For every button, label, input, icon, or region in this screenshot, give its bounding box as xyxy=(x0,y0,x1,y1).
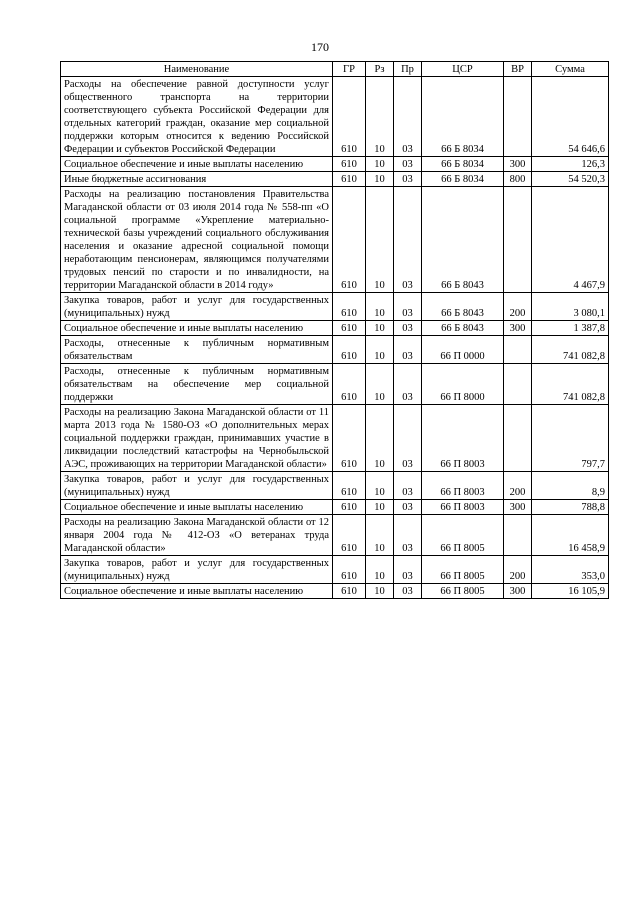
cell-gr: 610 xyxy=(333,405,366,472)
page-number: 170 xyxy=(311,40,329,54)
cell-rz: 10 xyxy=(366,472,394,500)
cell-csr: 66 Б 8043 xyxy=(422,321,504,336)
cell-sum: 4 467,9 xyxy=(532,187,609,293)
table-row xyxy=(61,321,609,336)
cell-csr: 66 Б 8043 xyxy=(422,293,504,321)
cell-rz: 10 xyxy=(366,515,394,556)
cell-csr: 66 Б 8034 xyxy=(422,157,504,172)
cell-sum: 54 646,6 xyxy=(532,77,609,157)
table-row xyxy=(61,336,609,364)
cell-name: Социальное обеспечение и иные выплаты населению xyxy=(61,157,333,172)
cell-sum: 16 105,9 xyxy=(532,584,609,599)
table-row xyxy=(61,187,609,293)
header-sum: Сумма xyxy=(532,62,609,77)
table-row xyxy=(61,556,609,584)
cell-rz: 10 xyxy=(366,172,394,187)
cell-vr: 300 xyxy=(504,321,532,336)
header-gr: ГР xyxy=(333,62,366,77)
cell-rz: 10 xyxy=(366,321,394,336)
cell-pr: 03 xyxy=(394,293,422,321)
cell-csr: 66 Б 8034 xyxy=(422,77,504,157)
table-row xyxy=(61,157,609,172)
cell-rz: 10 xyxy=(366,187,394,293)
cell-rz: 10 xyxy=(366,364,394,405)
header-csr: ЦСР xyxy=(422,62,504,77)
cell-sum: 788,8 xyxy=(532,500,609,515)
cell-vr: 800 xyxy=(504,172,532,187)
cell-csr: 66 П 8003 xyxy=(422,500,504,515)
cell-name: Расходы, отнесенные к публичным нормативным обязательствам на обеспечение мер социальной поддержки xyxy=(61,364,333,405)
cell-vr xyxy=(504,77,532,157)
cell-vr xyxy=(504,364,532,405)
cell-sum: 353,0 xyxy=(532,556,609,584)
cell-pr: 03 xyxy=(394,515,422,556)
cell-sum: 797,7 xyxy=(532,405,609,472)
cell-rz: 10 xyxy=(366,336,394,364)
cell-gr: 610 xyxy=(333,187,366,293)
cell-gr: 610 xyxy=(333,364,366,405)
cell-gr: 610 xyxy=(333,293,366,321)
cell-vr: 300 xyxy=(504,584,532,599)
cell-pr: 03 xyxy=(394,172,422,187)
table-row xyxy=(61,293,609,321)
cell-vr: 200 xyxy=(504,556,532,584)
header-vr: ВР xyxy=(504,62,532,77)
header-name: Наименование xyxy=(61,62,333,77)
cell-csr: 66 П 0000 xyxy=(422,336,504,364)
cell-sum: 8,9 xyxy=(532,472,609,500)
cell-name: Расходы на реализацию Закона Магаданской области от 12 января 2004 года № 412-ОЗ «О ветеранах труда Магаданской области» xyxy=(61,515,333,556)
header-rz: Рз xyxy=(366,62,394,77)
cell-vr xyxy=(504,187,532,293)
table-row xyxy=(61,172,609,187)
cell-vr xyxy=(504,405,532,472)
cell-pr: 03 xyxy=(394,77,422,157)
cell-name: Закупка товаров, работ и услуг для государственных (муниципальных) нужд xyxy=(61,556,333,584)
cell-vr: 200 xyxy=(504,472,532,500)
cell-vr: 200 xyxy=(504,293,532,321)
cell-pr: 03 xyxy=(394,321,422,336)
cell-csr: 66 П 8003 xyxy=(422,472,504,500)
cell-sum: 741 082,8 xyxy=(532,364,609,405)
cell-gr: 610 xyxy=(333,584,366,599)
cell-pr: 03 xyxy=(394,500,422,515)
cell-csr: 66 П 8000 xyxy=(422,364,504,405)
cell-sum: 126,3 xyxy=(532,157,609,172)
cell-csr: 66 П 8005 xyxy=(422,515,504,556)
cell-rz: 10 xyxy=(366,293,394,321)
cell-name: Расходы на обеспечение равной доступности услуг общественного транспорта на территории соответствующего субъекта Российской Федерации для отдельных категорий граждан, оказание мер социальной поддержки которым относится к ведению Российской Федерации и субъектов Российской Федерации xyxy=(61,77,333,157)
cell-pr: 03 xyxy=(394,157,422,172)
cell-csr: 66 Б 8034 xyxy=(422,172,504,187)
cell-sum: 54 520,3 xyxy=(532,172,609,187)
cell-rz: 10 xyxy=(366,500,394,515)
cell-rz: 10 xyxy=(366,157,394,172)
cell-vr: 300 xyxy=(504,500,532,515)
cell-vr: 300 xyxy=(504,157,532,172)
table-row xyxy=(61,77,609,157)
cell-gr: 610 xyxy=(333,472,366,500)
cell-pr: 03 xyxy=(394,556,422,584)
cell-pr: 03 xyxy=(394,405,422,472)
cell-vr xyxy=(504,515,532,556)
cell-pr: 03 xyxy=(394,584,422,599)
header-pr: Пр xyxy=(394,62,422,77)
cell-gr: 610 xyxy=(333,157,366,172)
cell-pr: 03 xyxy=(394,364,422,405)
cell-gr: 610 xyxy=(333,336,366,364)
cell-name: Закупка товаров, работ и услуг для государственных (муниципальных) нужд xyxy=(61,472,333,500)
cell-name: Иные бюджетные ассигнования xyxy=(61,172,333,187)
table-row xyxy=(61,584,609,599)
table-row xyxy=(61,515,609,556)
cell-sum: 16 458,9 xyxy=(532,515,609,556)
cell-csr: 66 П 8003 xyxy=(422,405,504,472)
table-row xyxy=(61,364,609,405)
cell-name: Расходы на реализацию Закона Магаданской области от 11 марта 2013 года № 1580-ОЗ «О дополнительных мерах социальной поддержки граждан, принимавших участие в ликвидации последствий катастрофы на Чернобыльской АЭС, проживающих на территории Магаданской области» xyxy=(61,405,333,472)
table-header-row xyxy=(61,62,609,77)
cell-rz: 10 xyxy=(366,584,394,599)
cell-name: Расходы на реализацию постановления Правительства Магаданской области от 03 июля 2014 года № 558-пп «О социальной программе «Укрепление материально-технической базы учреждений социального обслуживания населения и оказание адресной социальной помощи неработающим пенсионерам, являющимся получателями трудовых пенсий по старости и по инвалидности, на территории Магаданской области в 2014 году» xyxy=(61,187,333,293)
cell-gr: 610 xyxy=(333,500,366,515)
table-row xyxy=(61,500,609,515)
cell-rz: 10 xyxy=(366,405,394,472)
cell-gr: 610 xyxy=(333,556,366,584)
cell-name: Социальное обеспечение и иные выплаты населению xyxy=(61,500,333,515)
cell-name: Социальное обеспечение и иные выплаты населению xyxy=(61,584,333,599)
cell-gr: 610 xyxy=(333,321,366,336)
cell-rz: 10 xyxy=(366,556,394,584)
cell-pr: 03 xyxy=(394,336,422,364)
cell-sum: 741 082,8 xyxy=(532,336,609,364)
cell-csr: 66 Б 8043 xyxy=(422,187,504,293)
cell-sum: 1 387,8 xyxy=(532,321,609,336)
cell-name: Расходы, отнесенные к публичным нормативным обязательствам xyxy=(61,336,333,364)
cell-rz: 10 xyxy=(366,77,394,157)
budget-table xyxy=(60,61,609,599)
cell-sum: 3 080,1 xyxy=(532,293,609,321)
cell-name: Закупка товаров, работ и услуг для государственных (муниципальных) нужд xyxy=(61,293,333,321)
cell-name: Социальное обеспечение и иные выплаты населению xyxy=(61,321,333,336)
cell-gr: 610 xyxy=(333,172,366,187)
cell-gr: 610 xyxy=(333,515,366,556)
cell-pr: 03 xyxy=(394,187,422,293)
table-row xyxy=(61,472,609,500)
cell-pr: 03 xyxy=(394,472,422,500)
cell-csr: 66 П 8005 xyxy=(422,584,504,599)
cell-gr: 610 xyxy=(333,77,366,157)
table-row xyxy=(61,405,609,472)
cell-csr: 66 П 8005 xyxy=(422,556,504,584)
cell-vr xyxy=(504,336,532,364)
